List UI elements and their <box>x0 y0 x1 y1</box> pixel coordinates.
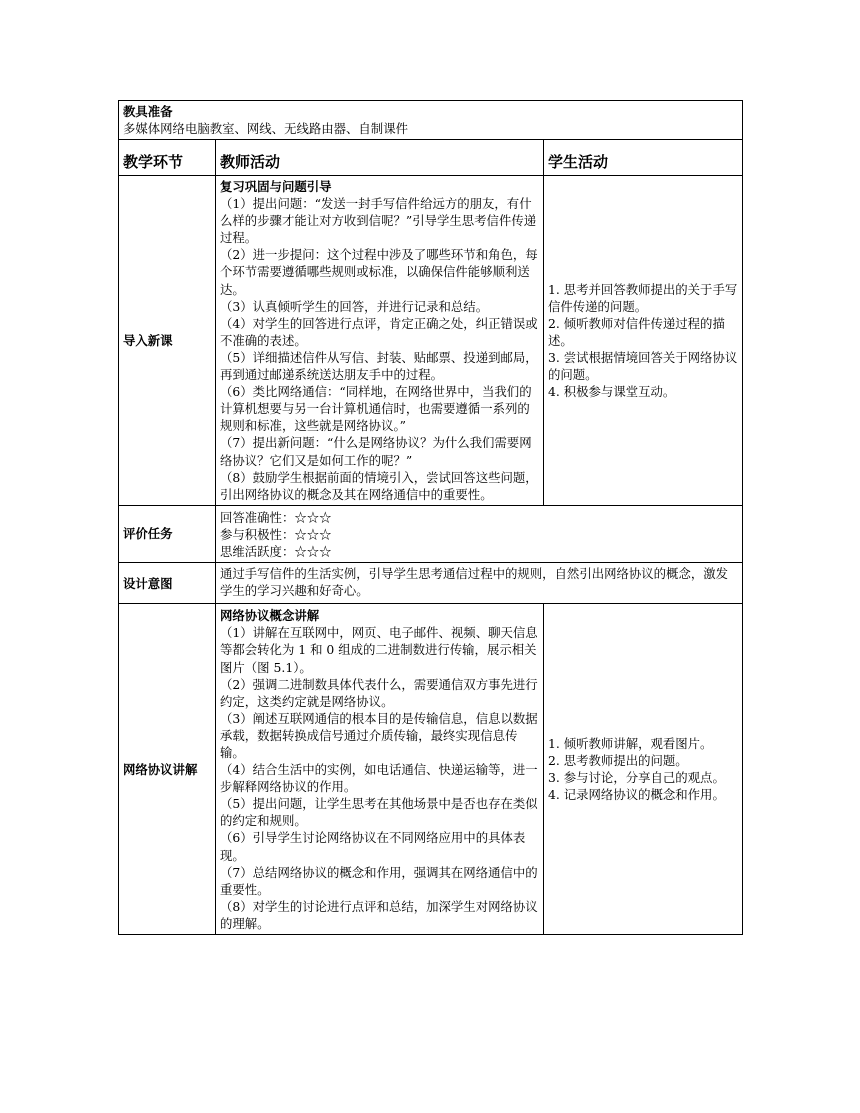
intent-cell <box>216 563 743 604</box>
lesson-plan-table <box>118 100 743 935</box>
evaluation-line: 思维活跃度：☆☆☆ <box>220 543 332 559</box>
header-row <box>119 140 743 176</box>
intro-teacher-line: （2）进一步提问：这个过程中涉及了哪些环节和角色，每个环节需要遵循哪些规则或标准，以确保信件能够顺利送达。 <box>220 247 538 297</box>
intro-stage: 导入新课 <box>119 176 216 506</box>
evaluation-stage: 评价任务 <box>119 505 216 562</box>
intent-content: 通过手写信件的生活实例，引导学生思考通信过程中的规则，自然引出网络协议的概念，激发学生的学习兴趣和好奇心。 <box>220 566 729 599</box>
protocol-teacher-cell <box>216 604 544 935</box>
evaluation-line: 回答准确性：☆☆☆ <box>220 509 332 525</box>
intro-title: 复习巩固与问题引导 <box>220 179 332 194</box>
prep-content: 多媒体网络电脑教室、网线、无线路由器、自制课件 <box>123 121 408 136</box>
protocol-student-cell <box>544 604 743 935</box>
protocol-teacher-line: （2）强调二进制数具体代表什么，需要通信双方事先进行约定，这类约定就是网络协议。 <box>220 676 538 709</box>
protocol-teacher-line: （4）结合生活中的实例，如电话通信、快递运输等，进一步解释网络协议的作用。 <box>220 762 538 795</box>
intent-stage: 设计意图 <box>119 563 216 604</box>
intro-student-line: 3. 尝试根据情境回答关于网络协议的问题。 <box>548 349 738 383</box>
intro-student-line: 2. 倾听教师对信件传递过程的描述。 <box>548 315 725 348</box>
protocol-student-line: 2. 思考教师提出的问题。 <box>548 753 688 769</box>
intro-teacher-line: （7）提出新问题：“什么是网络协议？为什么我们需要网络协议？它们又是如何工作的呢？” <box>220 435 532 468</box>
intro-student-cell <box>544 176 743 506</box>
prep-title: 教具准备 <box>123 103 173 119</box>
intro-teacher-line: （3）认真倾听学生的回答，并进行记录和总结。 <box>220 298 489 314</box>
intro-teacher-line: （4）对学生的回答进行点评，肯定正确之处，纠正错误或不准确的表述。 <box>220 315 538 348</box>
header-student: 学生活动 <box>544 140 743 176</box>
intro-teacher-line: （5）详细描述信件从写信、封装、贴邮票、投递到邮局，再到通过邮递系统送达朋友手中的过程。 <box>220 349 538 383</box>
protocol-teacher-line: （3）阐述互联网通信的根本目的是传输信息，信息以数据承载，数据转换成信号通过介质传输，最终实现信息传输。 <box>220 710 538 760</box>
evaluation-line: 参与积极性：☆☆☆ <box>220 526 332 542</box>
protocol-teacher-line: （8）对学生的讨论进行点评和总结，加深学生对网络协议的理解。 <box>220 898 538 931</box>
protocol-student-line: 3. 参与讨论，分享自己的观点。 <box>548 770 725 786</box>
protocol-student-line: 1. 倾听教师讲解，观看图片。 <box>548 735 713 751</box>
protocol-stage: 网络协议讲解 <box>119 604 216 935</box>
protocol-title: 网络协议概念讲解 <box>220 608 320 624</box>
protocol-row <box>119 604 743 935</box>
intro-row <box>119 176 743 506</box>
intro-teacher-line: （8）鼓励学生根据前面的情境引入，尝试回答这些问题，引出网络协议的概念及其在网络通信中的重要性。 <box>220 469 538 502</box>
intro-student-line: 4. 积极参与课堂互动。 <box>548 384 676 400</box>
header-stage: 教学环节 <box>119 140 216 176</box>
intro-teacher-cell <box>216 176 544 506</box>
intro-student-line: 1. 思考并回答教师提出的关于手写信件传递的问题。 <box>548 281 738 314</box>
lesson-plan-page <box>118 100 742 935</box>
protocol-teacher-line: （1）讲解在互联网中，网页、电子邮件、视频、聊天信息等都会转化为 1 和 0 组成的二进制数进行传输，展示相关图片（图 5.1）。 <box>220 625 538 675</box>
prep-row <box>119 101 743 140</box>
protocol-student-line: 4. 记录网络协议的概念和作用。 <box>548 787 725 803</box>
protocol-teacher-line: （7）总结网络协议的概念和作用，强调其在网络通信中的重要性。 <box>220 864 538 897</box>
protocol-teacher-line: （5）提出问题，让学生思考在其他场景中是否也存在类似的约定和规则。 <box>220 796 538 829</box>
evaluation-row <box>119 505 743 562</box>
intro-teacher-line: （6）类比网络通信：“同样地，在网络世界中，当我们的计算机想要与另一台计算机通信时，也需要遵循一系列的规则和标准，这些就是网络协议。” <box>220 384 532 434</box>
header-teacher: 教师活动 <box>216 140 544 176</box>
intro-teacher-line: （1）提出问题：“发送一封手写信件给远方的朋友，有什么样的步骤才能让对方收到信呢？”引导学生思考信件传递过程。 <box>220 196 537 246</box>
intent-row <box>119 563 743 604</box>
protocol-teacher-line: （6）引导学生讨论网络协议在不同网络应用中的具体表现。 <box>220 830 526 863</box>
evaluation-cell <box>216 505 743 562</box>
